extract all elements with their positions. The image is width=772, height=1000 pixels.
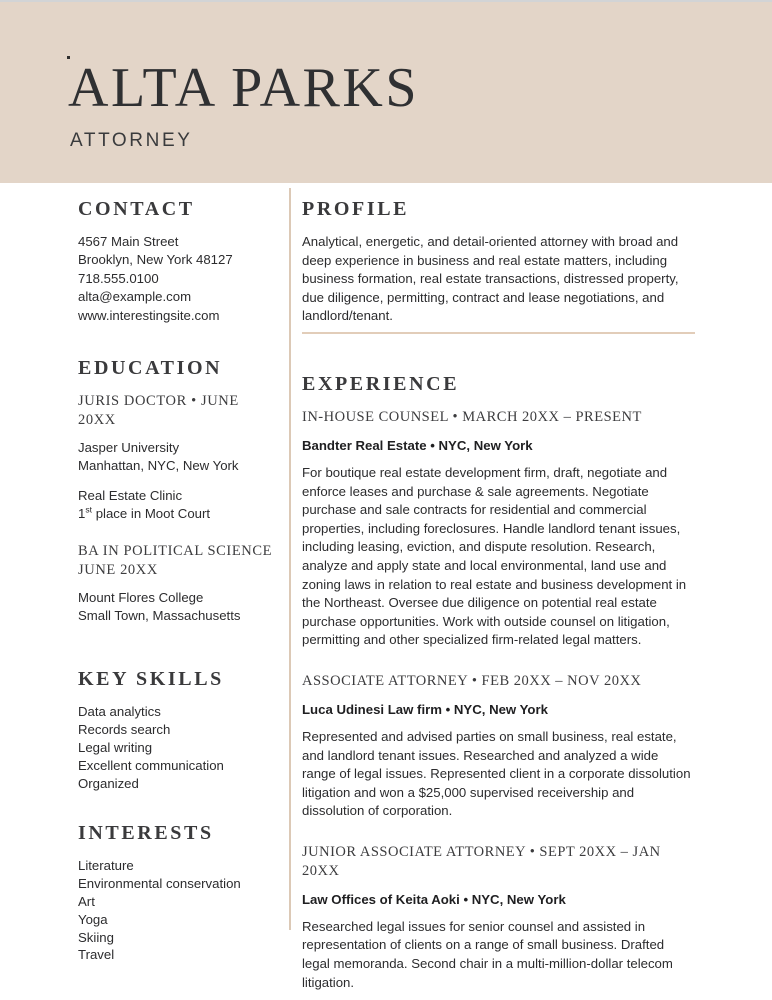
job-role: JUNIOR ASSOCIATE ATTORNEY • SEPT 20XX – JAN 20XX xyxy=(302,843,661,879)
list-item: Data analytics xyxy=(78,704,161,720)
education-degree-line-1: BA IN POLITICAL SCIENCE xyxy=(78,542,273,559)
list-item: Environmental conservation xyxy=(78,876,241,892)
key-skills-heading: KEY SKILLS xyxy=(78,668,224,691)
contact-address-line-2: Brooklyn, New York 48127 xyxy=(78,252,233,268)
contact-section xyxy=(78,198,278,325)
job-company: Luca Udinesi Law firm • NYC, New York xyxy=(302,701,548,717)
contact-heading: CONTACT xyxy=(78,198,195,220)
education-entry xyxy=(78,392,278,524)
education-school: Mount Flores College xyxy=(78,589,204,605)
education-location: Small Town, Massachusetts xyxy=(78,608,241,624)
education-school: Jasper University xyxy=(78,440,180,456)
education-degree xyxy=(78,542,278,580)
list-item: Literature xyxy=(78,858,134,874)
list-item: Legal writing xyxy=(78,740,153,756)
profile-section xyxy=(302,198,694,326)
education-entry xyxy=(78,542,278,626)
list-item: Art xyxy=(78,894,95,910)
spacer-education xyxy=(78,325,278,357)
list-item: Organized xyxy=(78,775,139,791)
list-item: Yoga xyxy=(78,911,108,927)
job-company: Bandter Real Estate • NYC, New York xyxy=(302,437,533,453)
spacer-experience xyxy=(302,326,694,373)
experience-heading: EXPERIENCE xyxy=(302,372,460,395)
interests-heading: INTERESTS xyxy=(78,822,214,845)
job-role: ASSOCIATE ATTORNEY • FEB 20XX – NOV 20XX xyxy=(302,672,642,689)
key-skills-section xyxy=(78,668,278,792)
list-item: Records search xyxy=(78,722,171,738)
education-heading: EDUCATION xyxy=(78,357,223,380)
list-item: Travel xyxy=(78,947,115,963)
job-company: Law Offices of Keita Aoki • NYC, New York xyxy=(302,891,566,907)
main-content xyxy=(302,198,694,992)
job-role: IN-HOUSE COUNSEL • MARCH 20XX – PRESENT xyxy=(302,408,642,425)
profile-text: Analytical, energetic, and detail-oriented attorney with broad and deep experience in business and real estate matters, including business formation, real estate transactions, distressed property, due diligence, permitting, contract and lease negotiations, and landlord/tenant. xyxy=(302,234,679,324)
contact-email[interactable]: alta@example.com xyxy=(78,289,192,305)
education-program: Real Estate Clinic xyxy=(78,487,183,503)
experience-section xyxy=(302,373,694,992)
column-divider xyxy=(289,188,291,930)
experience-entry xyxy=(302,408,694,650)
experience-entry xyxy=(302,672,694,821)
award-rank: 1st place in Moot Court xyxy=(78,504,211,522)
contact-website[interactable]: www.interestingsite.com xyxy=(78,307,220,323)
education-location: Manhattan, NYC, New York xyxy=(78,458,239,474)
header-job-title: ATTORNEY xyxy=(70,130,193,151)
list-item: Excellent communication xyxy=(78,757,224,773)
spacer-skills xyxy=(78,638,278,668)
contact-address-line-1: 4567 Main Street xyxy=(78,234,179,249)
education-detail-group xyxy=(78,439,278,476)
experience-entry xyxy=(302,843,694,992)
page-title: ALTA PARKS xyxy=(68,57,419,119)
resume-header xyxy=(0,2,772,183)
list-item: Skiing xyxy=(78,929,114,945)
education-award xyxy=(78,505,278,523)
spacer-interests xyxy=(78,792,278,822)
education-section xyxy=(78,357,278,625)
education-detail-group xyxy=(78,487,278,524)
profile-heading: PROFILE xyxy=(302,198,410,220)
education-detail-group xyxy=(78,589,278,626)
job-description: For boutique real estate development firm, draft, negotiate and enforce leases and purchase & sale agreements. Negotiate purchase and sale contracts for residential and commercial properties, including foreclosures. Handle landlord tenant issues, including leasing, eviction, and dispute resolution. Research, analyze and apply state and local environmental, land use and zoning laws in relation to real estate and business development in the Northeast. Oversee due diligence on potential real estate purchase opportunities. Work with outside counsel on litigation, permitting and other specialized firm-related legal matters. xyxy=(302,464,687,648)
job-description: Represented and advised parties on small business, real estate, and landlord tenant issues. Researched and analyzed a wide range of legal issues. Represented client in a corporate dissolution litigation and won a $25,000 supervised receivership and dissolution of corporation. xyxy=(302,728,691,819)
ordinal-suffix: st xyxy=(85,504,93,515)
education-degree-line-2: JUNE 20XX xyxy=(78,561,158,578)
education-degree: JURIS DOCTOR • JUNE 20XX xyxy=(78,393,239,429)
job-description: Researched legal issues for senior counsel and assisted in representation of clients on a range of small business. Drafted legal memoranda. Second chair in a multi-million-dollar telecom litigation. xyxy=(302,918,673,990)
sidebar xyxy=(78,198,278,964)
contact-phone[interactable]: 718.555.0100 xyxy=(78,270,159,286)
interests-section xyxy=(78,822,278,964)
